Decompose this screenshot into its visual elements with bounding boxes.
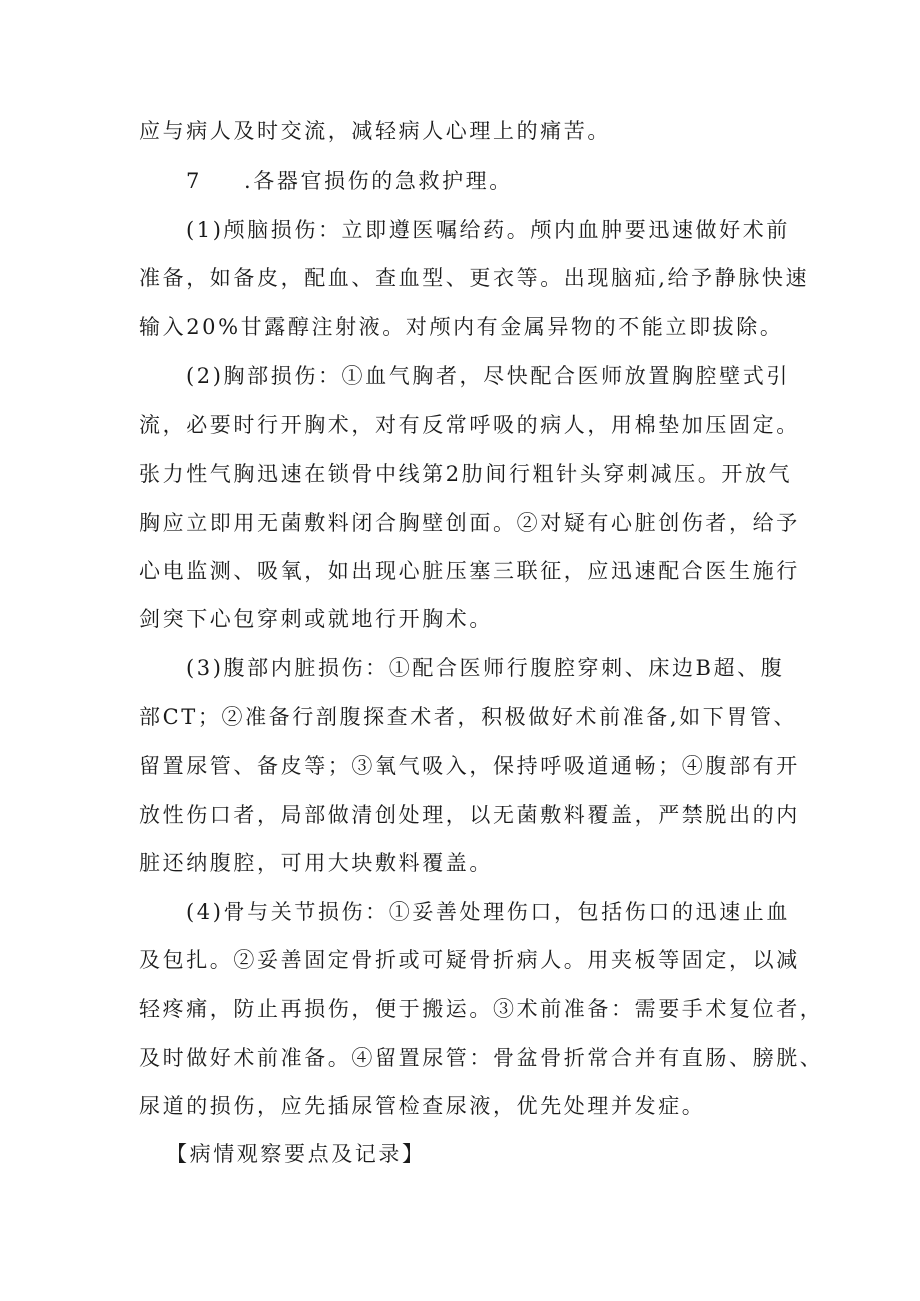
paragraph-line: 流，必要时行开胸术，对有反常呼吸的病人，用棉垫加压固定。: [139, 413, 800, 437]
paragraph-line: 及包扎。②妥善固定骨折或可疑骨折病人。用夹板等固定，以减: [139, 948, 800, 972]
paragraph-line: 放性伤口者，局部做清创处理，以无菌敷料覆盖，严禁脱出的内: [139, 803, 800, 827]
paragraph-line: 轻疼痛，防止再损伤，便于搬运。③术前准备：需要手术复位者，: [139, 997, 824, 1021]
continuation-line: 应与病人及时交流，减轻病人心理上的痛苦。: [139, 119, 611, 143]
paragraph-line: 剑突下心包穿刺或就地行开胸术。: [139, 607, 493, 631]
section-number: 7: [186, 169, 202, 193]
observation-heading: 【病情观察要点及记录】: [166, 1142, 426, 1166]
paragraph-line: (3)腹部内脏损伤：①配合医师行腹腔穿刺、床边B超、腹: [186, 656, 785, 680]
paragraph-line: (4)骨与关节损伤：①妥善处理伤口，包括伤口的迅速止血: [186, 900, 790, 924]
section-title: .各器官损伤的急救护理。: [244, 169, 513, 193]
paragraph-line: 尿道的损伤，应先插尿管检查尿液，优先处理并发症。: [139, 1094, 706, 1118]
paragraph-line: 输入20%甘露醇注射液。对颅内有金属异物的不能立即拔除。: [139, 315, 784, 339]
paragraph-line: 留置尿管、备皮等；③氧气吸入，保持呼吸道通畅；④腹部有开: [139, 754, 800, 778]
paragraph-line: (1)颅脑损伤：立即遵医嘱给药。颅内血肿要迅速做好术前: [186, 218, 790, 242]
paragraph-line: 张力性气胸迅速在锁骨中线第2肋间行粗针头穿刺减压。开放气: [139, 462, 793, 486]
paragraph-line: (2)胸部损伤：①血气胸者，尽快配合医师放置胸腔壁式引: [186, 364, 790, 388]
paragraph-line: 准备，如备皮，配血、查血型、更衣等。出现脑疝,给予静脉快速: [139, 266, 810, 290]
paragraph-line: 部CT；②准备行剖腹探查术者，积极做好术前准备,如下胃管、: [139, 705, 798, 729]
paragraph-line: 及时做好术前准备。④留置尿管：骨盆骨折常合并有直肠、膀胱、: [139, 1046, 824, 1070]
paragraph-line: 胸应立即用无菌敷料闭合胸壁创面。②对疑有心脏创伤者，给予: [139, 511, 800, 535]
paragraph-line: 心电监测、吸氧，如出现心脏压塞三联征，应迅速配合医生施行: [139, 559, 800, 583]
paragraph-line: 脏还纳腹腔，可用大块敷料覆盖。: [139, 851, 493, 875]
